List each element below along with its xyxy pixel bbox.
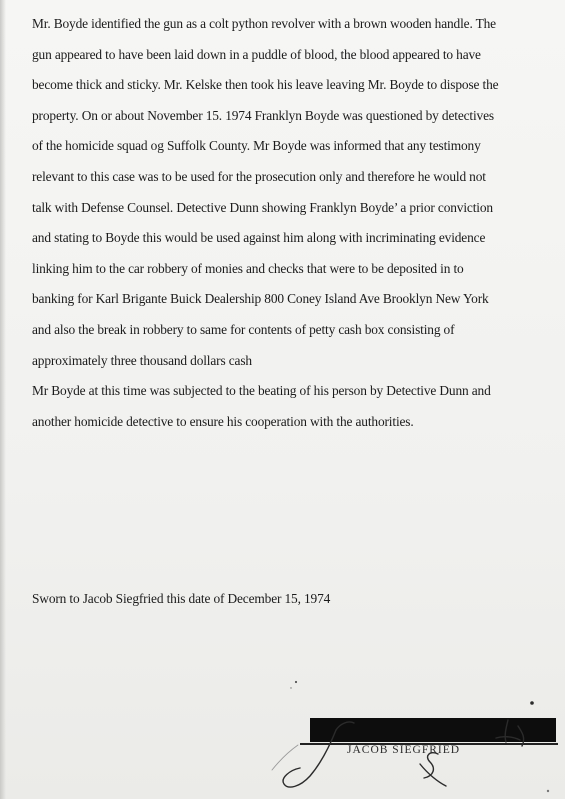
sworn-statement: Sworn to Jacob Siegfried this date of December 15, 1974 — [32, 591, 331, 606]
body-line: of the homicide squad og Suffolk County. Mr Boyde was informed that any testimony — [32, 138, 481, 154]
body-line: and also the break in robbery to same for contents of petty cash box consisting of — [32, 321, 455, 337]
body-line: approximately three thousand dollars cash — [32, 352, 252, 368]
body-line: gun appeared to have been laid down in a puddle of blood, the blood appeared to have — [32, 46, 481, 62]
body-line: linking him to the car robbery of monies and checks that were to be deposited in to — [32, 260, 464, 276]
body-line: banking for Karl Brigante Buick Dealership 800 Coney Island Ave Brooklyn New York — [32, 291, 489, 307]
body-line: Mr Boyde at this time was subjected to the beating of his person by Detective Dunn and — [32, 383, 491, 399]
body-line: and stating to Boyde this would be used against him along with incriminating evidence — [32, 230, 486, 246]
body-line: Mr. Boyde identified the gun as a colt python revolver with a brown wooden handle. The — [32, 16, 496, 31]
body-line: property. On or about November 15. 1974 Franklyn Boyde was questioned by detectives — [32, 107, 494, 123]
body-line: talk with Defense Counsel. Detective Dunn showing Franklyn Boyde’ a prior conviction — [32, 199, 493, 215]
body-line: relevant to this case was to be used for the prosecution only and therefore he would not — [32, 168, 486, 184]
body-line: become thick and sticky. Mr. Kelske then took his leave leaving Mr. Boyde to dispose the — [32, 77, 499, 93]
body-line: another homicide detective to ensure his cooperation with the authorities. — [32, 413, 414, 429]
signature-printed-name: JACOB SIEGFRIED — [347, 744, 461, 756]
